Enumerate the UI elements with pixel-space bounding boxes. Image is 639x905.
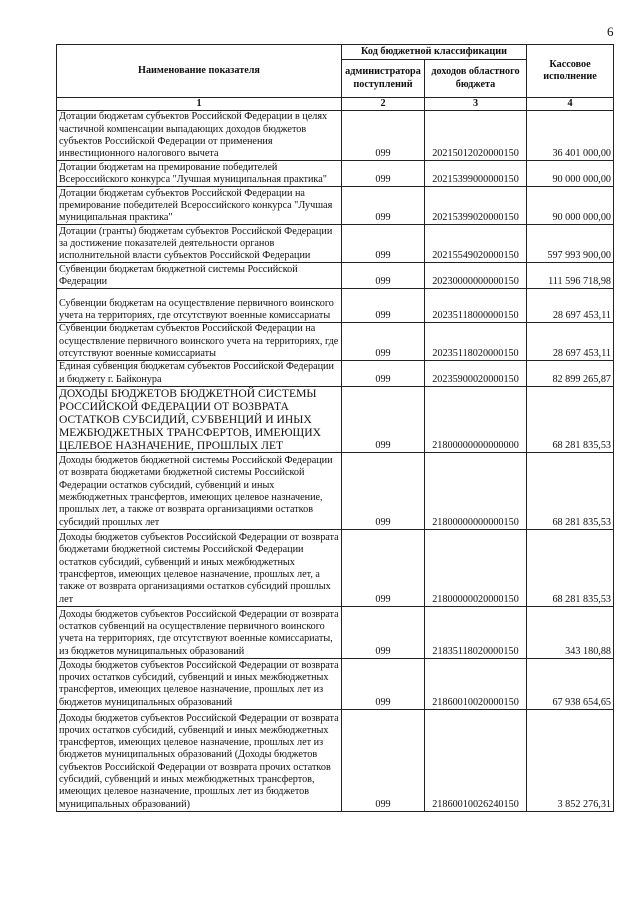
row-admin-code: 099 xyxy=(342,452,425,529)
table-row xyxy=(57,161,614,187)
row-name: Доходы бюджетов бюджетной системы Российской Федерации от возврата бюджетами бюджетной системы Российской Федерации остатков субсидий, субвенций и иных межбюджетных трансфертов, имеющих целевое назначение, прошлых лет, а также от возврата организациями остатков субсидий прошлых лет xyxy=(57,452,342,529)
table-row xyxy=(57,361,614,387)
column-number: 3 xyxy=(425,98,527,111)
table-row xyxy=(57,386,614,452)
row-admin-code: 099 xyxy=(342,289,425,323)
row-amount: 597 993 900,00 xyxy=(527,225,614,263)
header-code-group: Код бюджетной классификации xyxy=(342,45,527,60)
row-admin-code: 099 xyxy=(342,658,425,709)
header-cash: Кассовое исполнение xyxy=(527,45,614,98)
row-amount: 28 697 453,11 xyxy=(527,289,614,323)
row-name: Субвенции бюджетам бюджетной системы Российской Федерации xyxy=(57,263,342,289)
row-amount: 36 401 000,00 xyxy=(527,111,614,161)
row-income-code: 20235900020000150 xyxy=(425,361,527,387)
table-row xyxy=(57,452,614,529)
table-row xyxy=(57,529,614,606)
row-amount: 67 938 654,65 xyxy=(527,658,614,709)
row-income-code: 20235118000000150 xyxy=(425,289,527,323)
row-income-code: 20215549020000150 xyxy=(425,225,527,263)
row-amount: 68 281 835,53 xyxy=(527,529,614,606)
row-admin-code: 099 xyxy=(342,161,425,187)
row-income-code: 21800000020000150 xyxy=(425,529,527,606)
row-name: Доходы бюджетов субъектов Российской Федерации от возврата остатков субвенций на осуществление первичного воинского учета на территориях, где отсутствуют военные комиссариаты, из бюджетов муниципальных образований xyxy=(57,606,342,658)
row-name: Дотации бюджетам субъектов Российской Федерации на премирование победителей Всероссийского конкурса "Лучшая муниципальная практика" xyxy=(57,187,342,225)
row-name: Субвенции бюджетам субъектов Российской Федерации на осуществление первичного воинского учета на территориях, где отсутствуют военные комиссариаты xyxy=(57,323,342,361)
row-admin-code: 099 xyxy=(342,263,425,289)
row-income-code: 21860010020000150 xyxy=(425,658,527,709)
table-row xyxy=(57,658,614,709)
row-admin-code: 099 xyxy=(342,225,425,263)
row-admin-code: 099 xyxy=(342,323,425,361)
table-row xyxy=(57,289,614,323)
table-row xyxy=(57,606,614,658)
row-income-code: 21800000000000000 xyxy=(425,386,527,452)
row-admin-code: 099 xyxy=(342,111,425,161)
header-income: доходов областного бюджета xyxy=(425,60,527,98)
table-row xyxy=(57,263,614,289)
row-income-code: 21860010026240150 xyxy=(425,709,527,811)
row-name: Дотации бюджетам на премирование победителей Всероссийского конкурса "Лучшая муниципальная практика" xyxy=(57,161,342,187)
table-row xyxy=(57,709,614,811)
row-name: Доходы бюджетов субъектов Российской Федерации от возврата прочих остатков субсидий, субвенций и иных межбюджетных трансфертов, имеющих целевое назначение, прошлых лет из бюджетов муниципальных образований xyxy=(57,658,342,709)
row-amount: 68 281 835,53 xyxy=(527,386,614,452)
row-income-code: 20215399000000150 xyxy=(425,161,527,187)
row-admin-code: 099 xyxy=(342,386,425,452)
header-admin: администратора поступлений xyxy=(342,60,425,98)
column-number: 2 xyxy=(342,98,425,111)
table-row xyxy=(57,323,614,361)
row-amount: 90 000 000,00 xyxy=(527,161,614,187)
row-name: Субвенции бюджетам на осуществление первичного воинского учета на территориях, где отсутствуют военные комиссариаты xyxy=(57,289,342,323)
table-row xyxy=(57,225,614,263)
row-amount: 28 697 453,11 xyxy=(527,323,614,361)
row-admin-code: 099 xyxy=(342,529,425,606)
header-name: Наименование показателя xyxy=(57,45,342,98)
table-row xyxy=(57,111,614,161)
row-name: ДОХОДЫ БЮДЖЕТОВ БЮДЖЕТНОЙ СИСТЕМЫ РОССИЙСКОЙ ФЕДЕРАЦИИ ОТ ВОЗВРАТА ОСТАТКОВ СУБСИДИЙ, СУБВЕНЦИЙ И ИНЫХ МЕЖБЮДЖЕТНЫХ ТРАНСФЕРТОВ, ИМЕЮЩИХ ЦЕЛЕВОЕ НАЗНАЧЕНИЕ, ПРОШЛЫХ ЛЕТ xyxy=(57,386,342,452)
row-amount: 90 000 000,00 xyxy=(527,187,614,225)
row-admin-code: 099 xyxy=(342,361,425,387)
column-number: 4 xyxy=(527,98,614,111)
page-number: 6 xyxy=(607,24,614,39)
row-amount: 111 596 718,98 xyxy=(527,263,614,289)
row-name: Доходы бюджетов субъектов Российской Федерации от возврата прочих остатков субсидий, субвенций и иных межбюджетных трансфертов, имеющих целевое назначение, прошлых лет из бюджетов муниципальных образований (Доходы бюджетов субъектов Российской Федерации от возврата прочих остатков субсидий, субвенций и иных межбюджетных трансфертов, имеющих целевое назначение, прошлых лет из бюджетов муниципальных образований) xyxy=(57,709,342,811)
row-admin-code: 099 xyxy=(342,187,425,225)
row-income-code: 21835118020000150 xyxy=(425,606,527,658)
row-name: Дотации (гранты) бюджетам субъектов Российской Федерации за достижение показателей деятельности органов исполнительной власти субъектов Российской Федерации xyxy=(57,225,342,263)
table-row xyxy=(57,187,614,225)
column-number: 1 xyxy=(57,98,342,111)
row-name: Единая субвенция бюджетам субъектов Российской Федерации и бюджету г. Байконура xyxy=(57,361,342,387)
row-income-code: 20215399020000150 xyxy=(425,187,527,225)
row-income-code: 20215012020000150 xyxy=(425,111,527,161)
row-admin-code: 099 xyxy=(342,606,425,658)
row-amount: 82 899 265,87 xyxy=(527,361,614,387)
row-name: Доходы бюджетов субъектов Российской Федерации от возврата бюджетами бюджетной системы Российской Федерации остатков субсидий, субвенций и иных межбюджетных трансфертов, имеющих целевое назначение, прошлых лет, а также от возврата организациями остатков субсидий прошлых лет xyxy=(57,529,342,606)
row-income-code: 21800000000000150 xyxy=(425,452,527,529)
budget-table xyxy=(56,44,614,812)
row-amount: 68 281 835,53 xyxy=(527,452,614,529)
row-name: Дотации бюджетам субъектов Российской Федерации в целях частичной компенсации выпадающих доходов бюджетов субъектов Российской Федерации от применения инвестиционного налогового вычета xyxy=(57,111,342,161)
row-admin-code: 099 xyxy=(342,709,425,811)
row-income-code: 20235118020000150 xyxy=(425,323,527,361)
row-income-code: 20230000000000150 xyxy=(425,263,527,289)
row-amount: 343 180,88 xyxy=(527,606,614,658)
row-amount: 3 852 276,31 xyxy=(527,709,614,811)
